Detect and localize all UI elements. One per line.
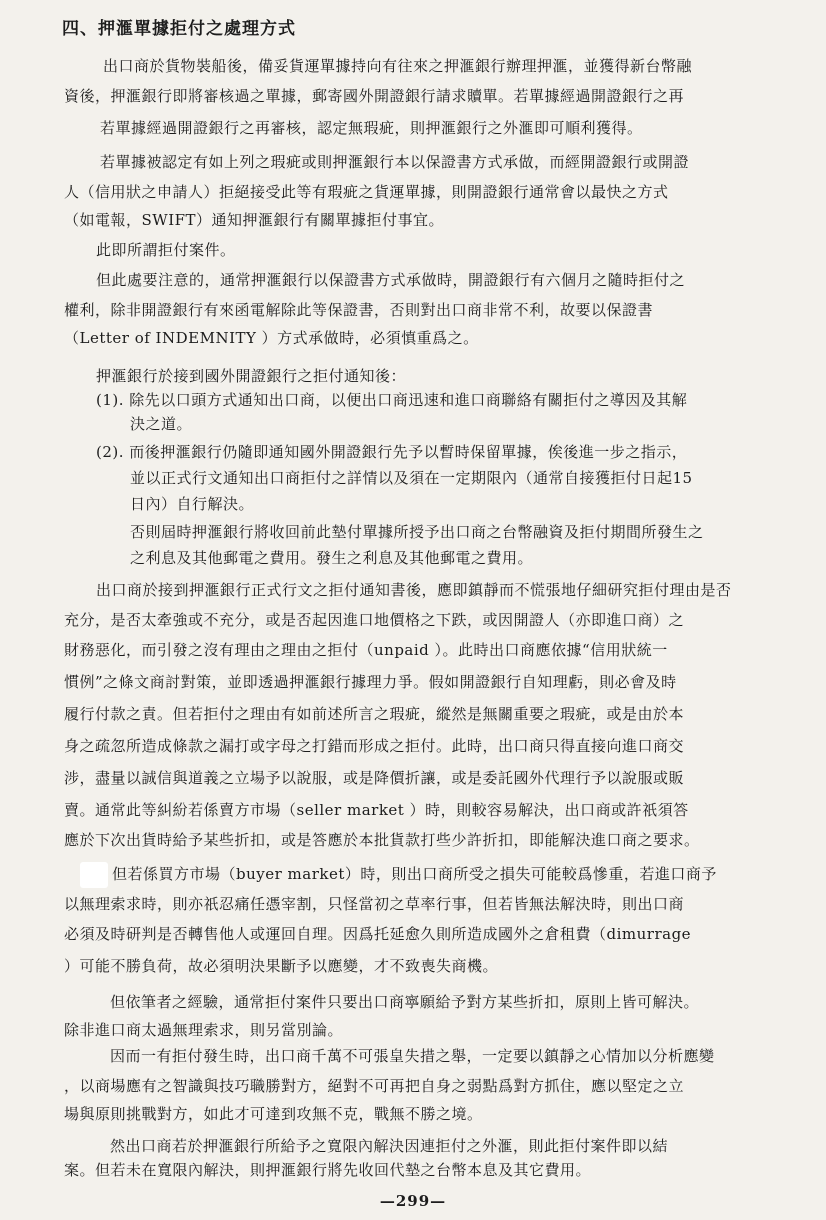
body-line: 涉，盡量以誠信與道義之立場予以說服，或是降價折讓，或是委託國外代理行予以說服或販 [64,769,685,787]
body-line: 此即所謂拒付案件。 [96,241,236,259]
body-line: 賣。通常此等糾紛若係賣方市場（seller market ）時，則較容易解決，出口商或許祇須答 [64,801,689,819]
body-line: （如電報，SWIFT）通知押滙銀行有關單據拒付事宜。 [64,211,445,229]
body-line: 身之疏忽所造成條款之漏打或字母之打錯而形成之拒付。此時，出口商只得直接向進口商交 [64,737,685,755]
body-line: 然出口商若於押滙銀行所給予之寬限內解決因連拒付之外滙，則此拒付案件即以結 [110,1137,669,1155]
body-line: 慣例”之條文商討對策，並即透過押滙銀行據理力爭。假如開證銀行自知理虧，則必會及時 [64,673,677,691]
body-line: 資後，押滙銀行即將審核過之單據，郵寄國外開證銀行請求贖單。若單據經過開證銀行之再 [64,87,685,105]
body-line: 但依筆者之經驗，通常拒付案件只要出口商寧願給予對方某些折扣，原則上皆可解決。 [110,993,700,1011]
body-line: 履行付款之責。但若拒付之理由有如前述所言之瑕疵，縱然是無關重要之瑕疵，或是由於本 [64,705,685,723]
body-line: 應於下次出貨時給予某些折扣，或是答應於本批貨款打些少許折扣，即能解決進口商之要求。 [64,831,700,849]
scan-blemish [80,862,108,888]
section-heading: 四、押滙單據拒付之處理方式 [62,19,296,39]
body-line: 因而一有拒付發生時，出口商千萬不可張皇失措之舉，一定要以鎮靜之心情加以分析應變 [110,1047,715,1065]
body-line: 出口商於貨物裝船後，備妥貨運單據持向有往來之押滙銀行辦理押滙，並獲得新台幣融 [103,57,693,75]
body-line: 若單據經過開證銀行之再審核，認定無瑕疵，則押滙銀行之外滙即可順利獲得。 [100,119,643,137]
body-line: 出口商於接到押滙銀行正式行文之拒付通知書後，應即鎮靜而不慌張地仔細研究拒付理由是否 [96,581,732,599]
body-line: 除非進口商太過無理索求，則另當別論。 [64,1021,344,1039]
list-item: (1). 除先以口頭方式通知出口商，以便出口商迅速和進口商聯絡有關拒付之導因及其解 [96,391,688,409]
page-number: —299— [379,1192,447,1210]
list-item-continuation: 並以正式行文通知出口商拒付之詳情以及須在一定期限內（通常自接獲拒付日起15 [130,469,693,487]
list-item: (2). 而後押滙銀行仍隨即通知國外開證銀行先予以暫時保留單據，俟後進一步之指示， [96,443,688,461]
list-item-continuation: 決之道。 [130,415,193,433]
body-line: 以無理索求時，則亦祇忍痛任憑宰割，只怪當初之草率行事，但若皆無法解決時，則出口商 [64,895,685,913]
body-line: 人（信用狀之申請人）拒絕接受此等有瑕疵之貨運單據，則開證銀行通常會以最快之方式 [64,183,669,201]
list-item-continuation: 否則屆時押滙銀行將收回前此墊付單據所授予出口商之台幣融資及拒付期間所發生之 [130,523,704,541]
body-line: 財務惡化，而引發之沒有理由之理由之拒付（unpaid ）。此時出口商應依據“信用狀統一 [64,641,668,659]
body-line: 充分，是否太牽強或不充分，或是否起因進口地價格之下跌，或因開證人（亦即進口商）之 [64,611,685,629]
body-line: 押滙銀行於接到國外開證銀行之拒付通知後： [96,367,407,385]
body-line: 必須及時研判是否轉售他人或運回自理。因爲托延愈久則所造成國外之倉租費（dimurrage [64,925,692,943]
body-line: ，以商場應有之智識與技巧職勝對方，絕對不可再把自身之弱點爲對方抓住，應以堅定之立 [64,1077,685,1095]
body-line: （Letter of INDEMNITY ）方式承做時，必須慎重爲之。 [64,329,479,347]
body-line: 場與原則挑戰對方，如此才可達到攻無不克，戰無不勝之境。 [64,1105,483,1123]
body-line: ）可能不勝負荷，故必須明決果斷予以應變，才不致喪失商機。 [64,957,499,975]
body-line: 案。但若未在寬限內解決，則押滙銀行將先收回代墊之台幣本息及其它費用。 [64,1161,592,1179]
list-item-continuation: 之利息及其他郵電之費用。發生之利息及其他郵電之費用。 [130,549,534,567]
list-item-continuation: 日內）自行解決。 [130,495,255,513]
body-line: 但此處要注意的，通常押滙銀行以保證書方式承做時，開證銀行有六個月之隨時拒付之 [96,271,686,289]
body-line: 權利，除非開證銀行有來函電解除此等保證書，否則對出口商非常不利，故要以保證書 [64,301,654,319]
body-line: 若單據被認定有如上列之瑕疵或則押滙銀行本以保證書方式承做，而經開證銀行或開證 [100,153,690,171]
body-line: 但若係買方市場（buyer market）時，則出口商所受之損失可能較爲慘重，若進口商予 [112,865,717,883]
